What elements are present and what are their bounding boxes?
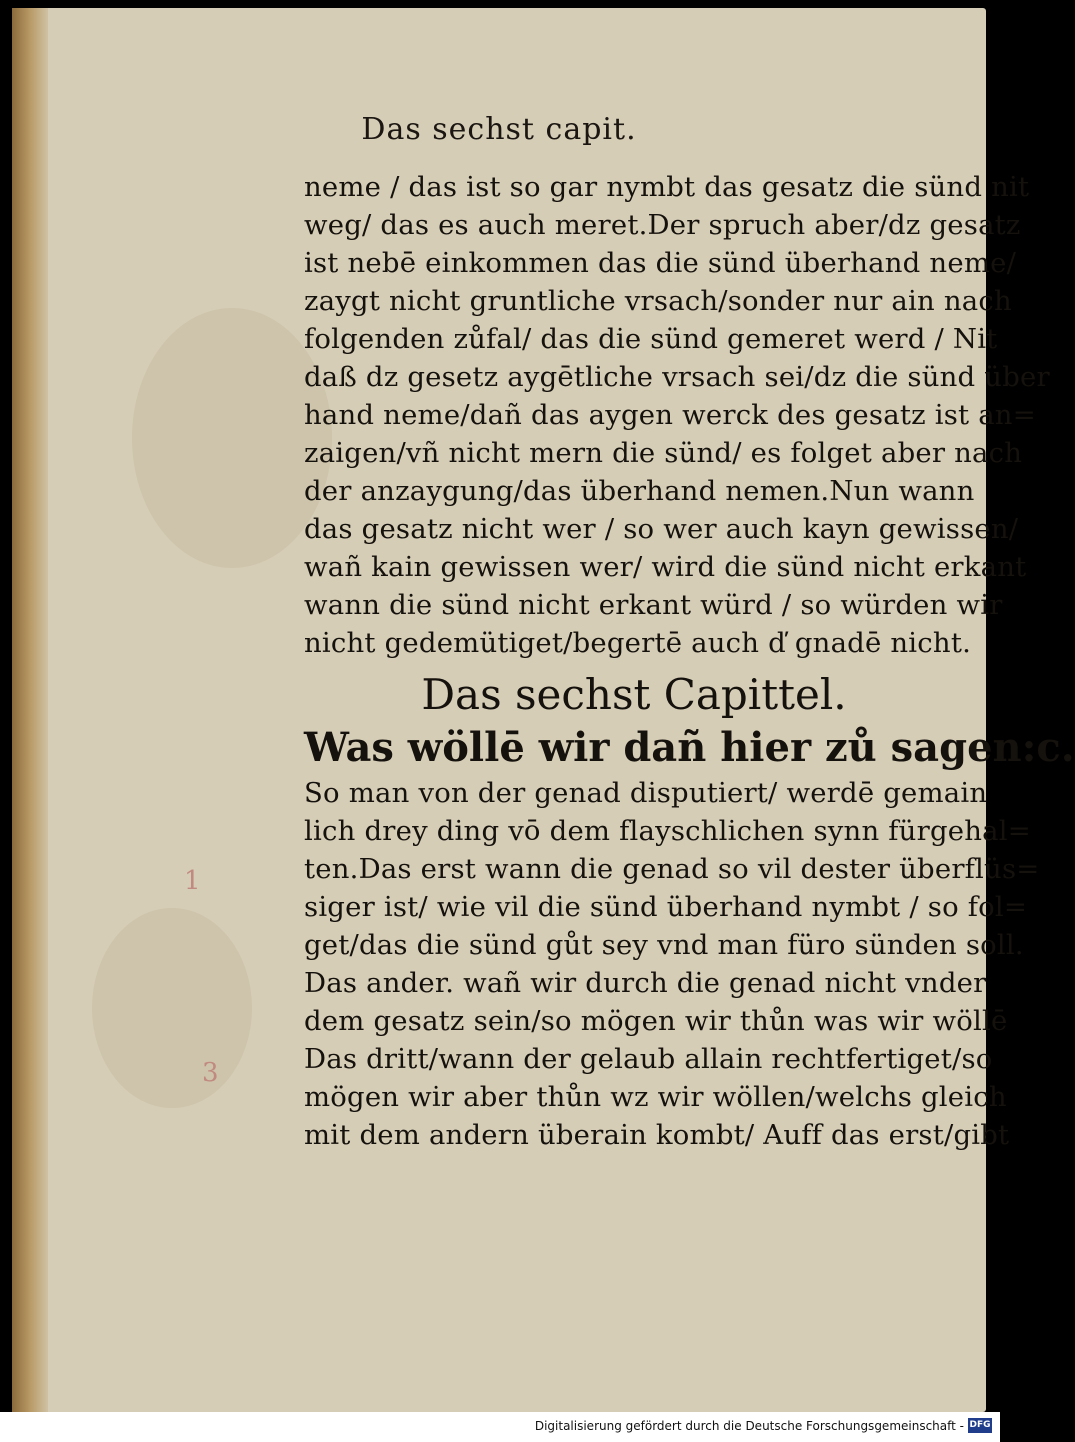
text-line: mit dem andern überain kombt/ Auff das erst/gibt (304, 1119, 1010, 1151)
text-line: folgenden zůfal/ das die sünd gemeret werd / Nit (304, 323, 998, 355)
text-line: lich drey ding vō dem flayschlichen synn fürgehal= (304, 815, 1031, 847)
book-binding-edge (12, 8, 48, 1412)
text-line: zaygt nicht gruntliche vrsach/sonder nur ain nach (304, 285, 1012, 317)
text-line: get/das die sünd gůt sey vnd man füro sünden soll. (304, 929, 1024, 961)
text-line: So man von der genad disputiert/ werdē gemain (304, 777, 988, 809)
text-line: mögen wir aber thůn wz wir wöllen/welchs gleich (304, 1081, 1007, 1113)
text-line: weg/ das es auch meret.Der spruch aber/dz gesatz (304, 209, 1021, 241)
text-line: Das ander. wañ wir durch die genad nicht vnder (304, 967, 987, 999)
paper-stain (92, 908, 252, 1108)
text-line: dem gesatz sein/so mögen wir thůn was wir wöllē (304, 1005, 1008, 1037)
text-line: siger ist/ wie vil die sünd überhand nymbt / so fol= (304, 891, 1028, 923)
text-line: der anzaygung/das überhand nemen.Nun wann (304, 475, 975, 507)
text-line: neme / das ist so gar nymbt das gesatz die sünd nit (304, 171, 1030, 203)
chapter-subheading: Was wöllē wir dañ hier zů sagen:c. (304, 724, 1075, 771)
book-page (12, 8, 1075, 1412)
chapter-heading: Das sechst Capittel. (421, 670, 847, 719)
running-head: Das sechst capit. (361, 112, 637, 147)
text-line: ten.Das erst wann die genad so vil dester überflüs= (304, 853, 1040, 885)
footer-credit: Digitalisierung gefördert durch die Deutsche Forschungsgemeinschaft - (534, 1419, 964, 1433)
paper-stain (132, 308, 332, 568)
text-block (304, 168, 1075, 1154)
text-line: Das dritt/wann der gelaub allain rechtfertiget/so (304, 1043, 993, 1075)
text-line: zaigen/vñ nicht mern die sünd/ es folget aber nach (304, 437, 1023, 469)
margin-mark: 1 (184, 866, 201, 896)
text-line: wañ kain gewissen wer/ wird die sünd nicht erkant (304, 551, 1027, 583)
margin-mark: 3 (202, 1058, 219, 1088)
text-line: nicht gedemütiget/begertē auch ď gnadē nicht. (304, 627, 972, 659)
footer-bar (0, 1412, 1000, 1442)
text-line: wann die sünd nicht erkant würd / so würden wir (304, 589, 1003, 621)
text-line: das gesatz nicht wer / so wer auch kayn gewissen/ (304, 513, 1019, 545)
dfg-logo[interactable]: DFG (968, 1418, 992, 1433)
text-line: ist nebē einkommen das die sünd überhand neme/ (304, 247, 1017, 279)
text-line: hand neme/dañ das aygen werck des gesatz ist an= (304, 399, 1036, 431)
text-line: daß dz gesetz aygētliche vrsach sei/dz die sünd über (304, 361, 1050, 393)
